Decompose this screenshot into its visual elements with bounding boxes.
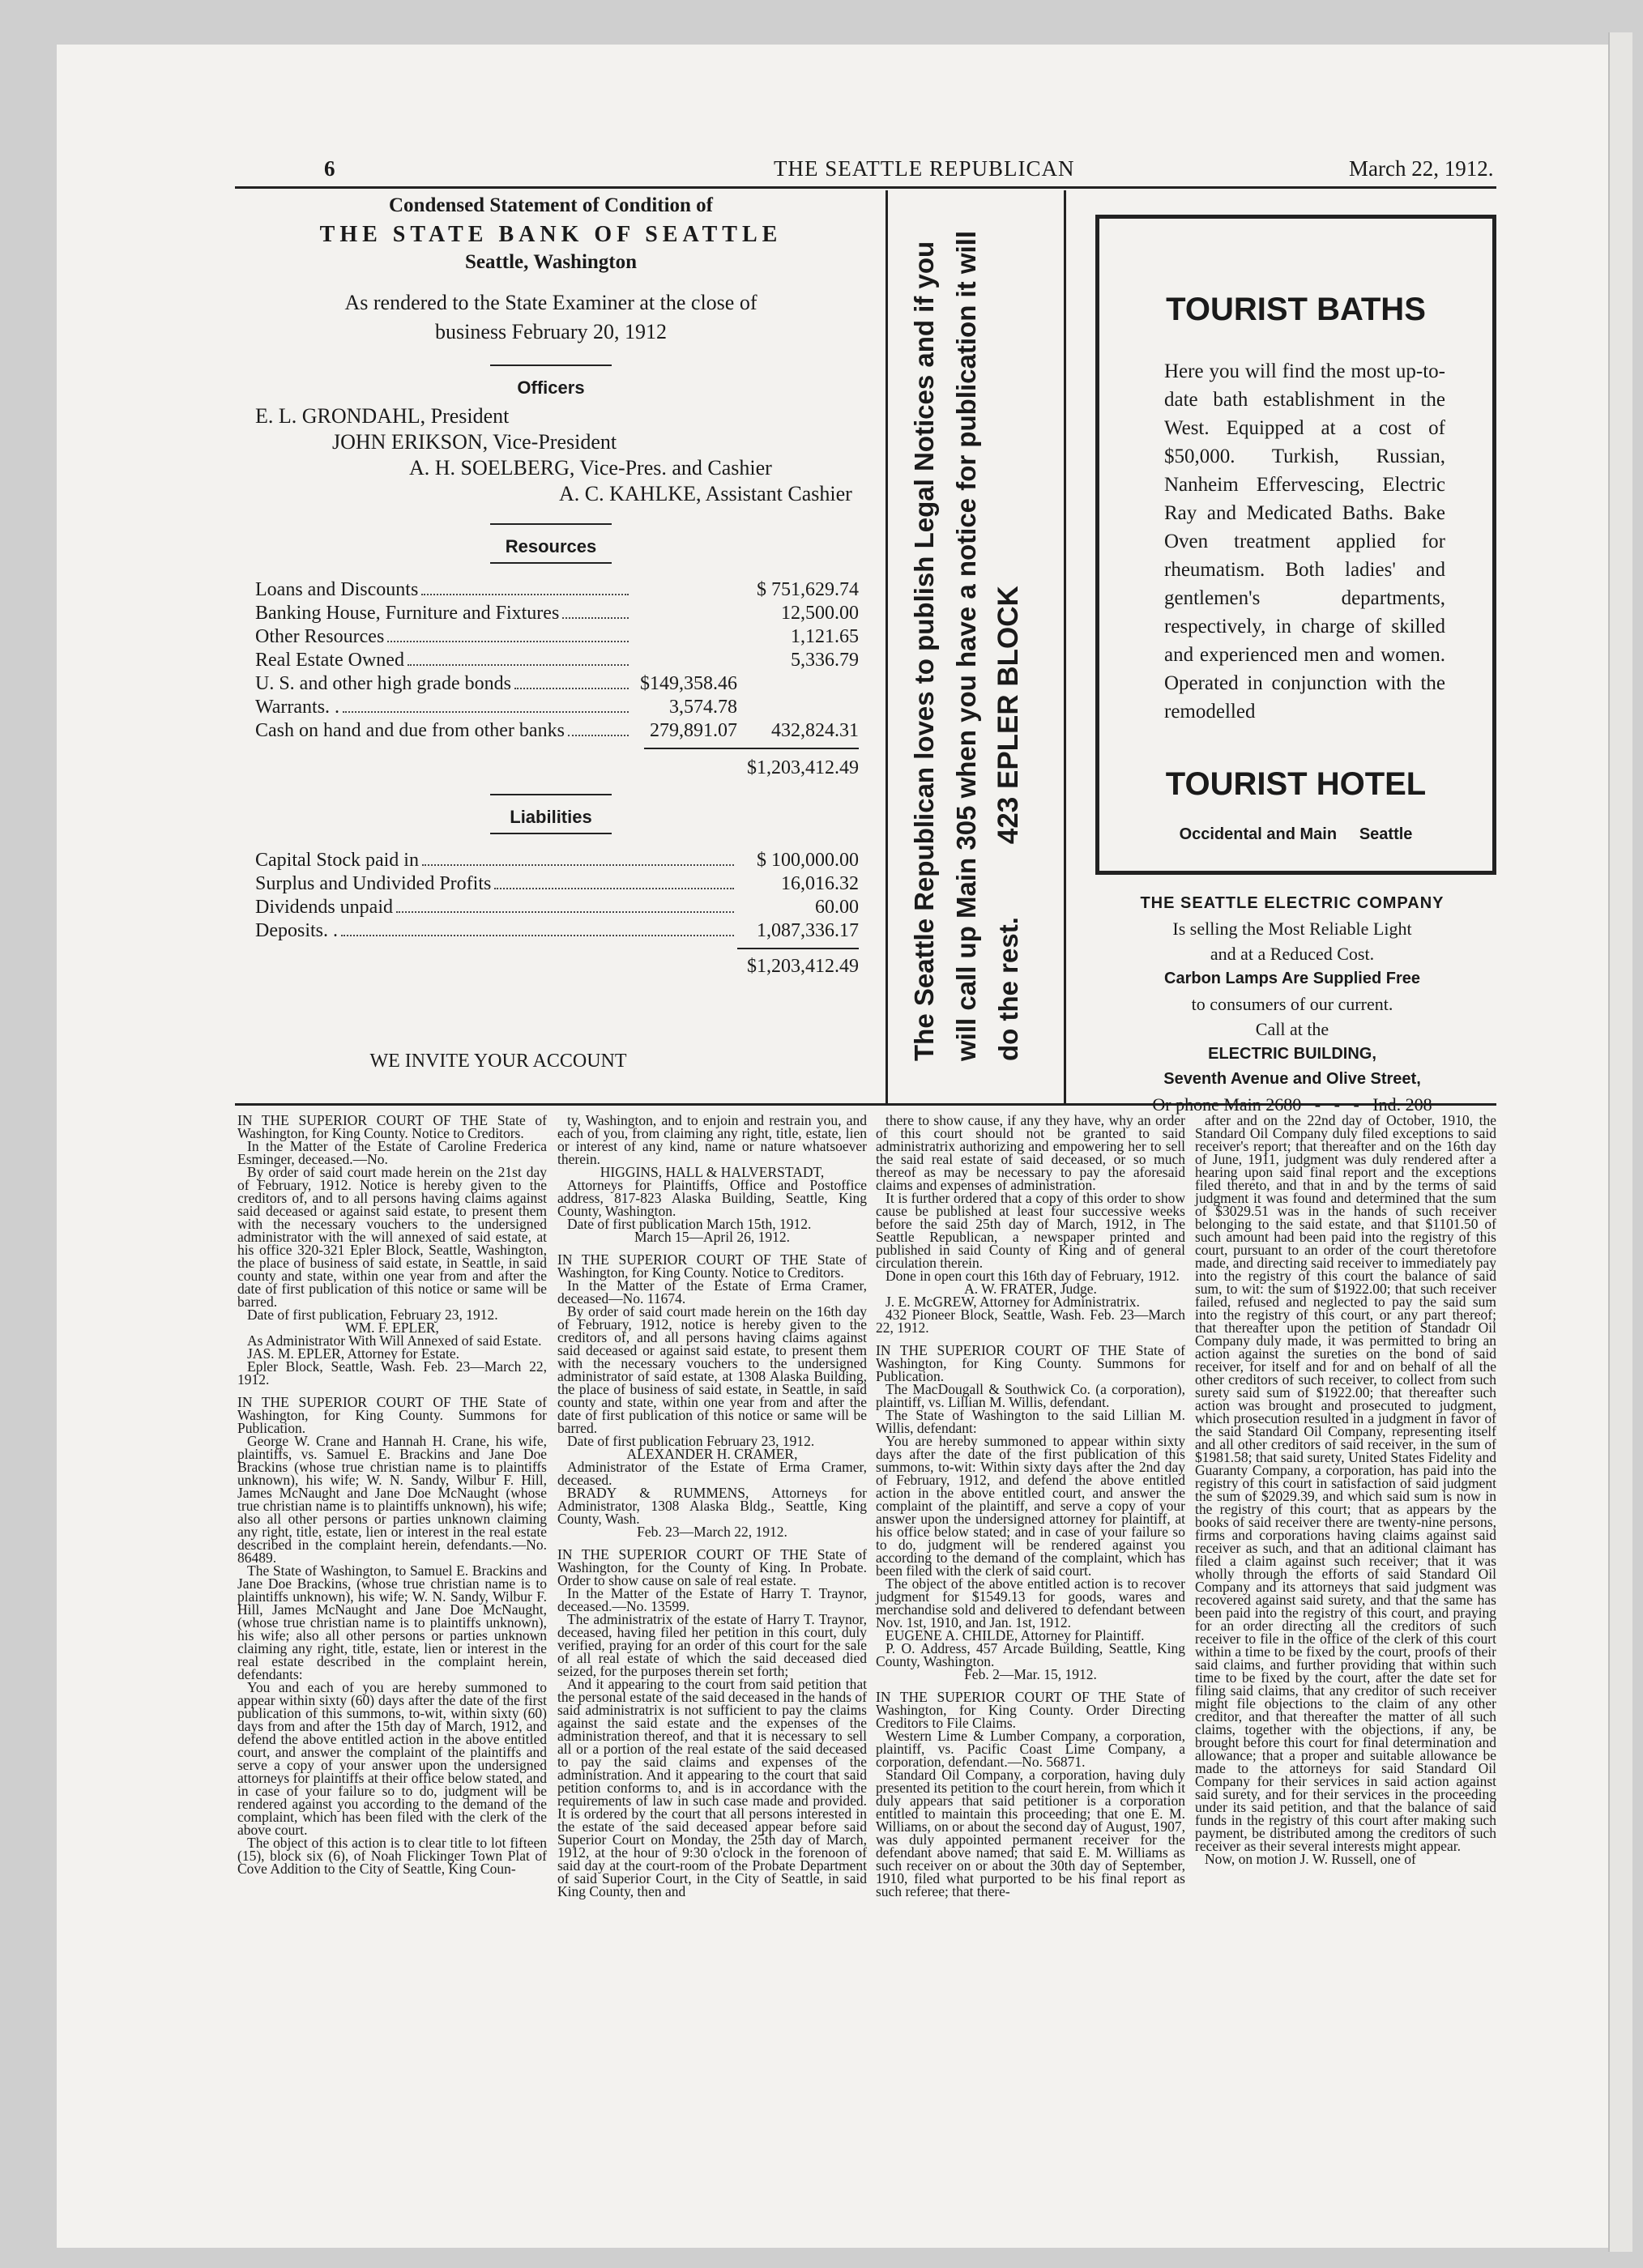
ad-line-1: The Seattle Republican loves to publish Legal Notices and if you bbox=[909, 241, 939, 1061]
legal-paragraph: Standard Oil Company, a corporation, having duly presented its petition to the court herein, from which it duly appears that said petitioner is a corporation entitled to maintain this proceeding; that one E. M. Williams, on or about the second day of August, 1907, was duly appointed permanent receiver for the defendant above named; that said E. M. Williams as such receiver on or about the 30th day of September, 1910, filed what purported to be his final report as such referee; that there- bbox=[876, 1767, 1185, 1899]
legal-paragraph: IN THE SUPERIOR COURT OF THE State of Washington, for King County. Notice to Creditors. bbox=[557, 1251, 867, 1281]
legal-paragraph: ALEXANDER H. CRAMER, bbox=[626, 1446, 798, 1462]
electric-company-name: THE SEATTLE ELECTRIC COMPANY bbox=[1140, 894, 1445, 912]
invite-text: WE INVITE YOUR ACCOUNT bbox=[369, 1051, 627, 1072]
legal-paragraph: The MacDougall & Southwick Co. (a corporation), plaintiff, vs. Lillian M. Willis, defendant. bbox=[876, 1381, 1185, 1410]
legal-paragraph: March 15—April 26, 1912. bbox=[634, 1229, 790, 1245]
legal-paragraph: The object of the above entitled action is to recover judgment for $1549.13 for goods, wares and merchandise sold and delivered to defendant between Nov. 1st, 1910, and Jan. 1st, 1912. bbox=[876, 1575, 1185, 1631]
statement-row bbox=[255, 849, 859, 872]
statement-row bbox=[255, 578, 859, 602]
legal-paragraph: HIGGINS, HALL & HALVERSTADT, bbox=[600, 1164, 825, 1180]
legal-paragraph: Date of first publication, February 23, 1912. bbox=[247, 1307, 498, 1323]
statement-row bbox=[255, 872, 859, 896]
leader-dots bbox=[341, 935, 734, 936]
legal-paragraph: Done in open court this 16th day of February, 1912. bbox=[886, 1268, 1180, 1284]
row-subvalue: 279,891.07 bbox=[650, 720, 737, 741]
row-label: Capital Stock paid in bbox=[255, 850, 419, 871]
row-value: 5,336.79 bbox=[791, 650, 859, 671]
liabilities-title: Liabilities bbox=[510, 807, 592, 827]
row-value: 16,016.32 bbox=[781, 873, 859, 894]
legal-paragraph: EUGENE A. CHILDE, Attorney for Plaintiff. bbox=[886, 1627, 1145, 1643]
legal-paragraph: Feb. 2—Mar. 15, 1912. bbox=[964, 1666, 1097, 1682]
resources-title: Resources bbox=[505, 536, 597, 556]
legal-paragraph: ty, Washington, and to enjoin and restrain you, and each of you, from claiming any right, title, estate, lien or interest of any kind, name or nature whatsoever therein. bbox=[557, 1112, 867, 1167]
legal-paragraph: IN THE SUPERIOR COURT OF THE State of Washington, for King County. Summons for Publication. bbox=[237, 1394, 547, 1436]
legal-column-2 bbox=[557, 1114, 867, 1898]
officer: A. H. SOELBERG, Vice-Pres. and Cashier bbox=[409, 456, 772, 480]
row-label: Dividends unpaid bbox=[255, 897, 393, 918]
electric-company-ad: THE SEATTLE ELECTRIC COMPANY Is selling the Most Reliable Light and at a Reduced Cost. Carbon Lamps Are Supplied Free to consumers of our current. Call at the ELECTRIC BUILDING, Seventh Avenue and Olive Street, Or phone Main 2680 - - - Ind. 208 bbox=[1078, 891, 1507, 1117]
legal-paragraph: And it appearing to the court from said petition that the personal estate of the said deceased in the hands of said administratrix is not sufficient to pay the claims against the said estate and the expenses of the administration thereof, and that it is necessary to sell all or a portion of the real estate of the said deceased to pay the said claims and expenses of the administration. And it appearing to the court that said petition conforms to, and is in accordance with the requirements of law in such case made and provided. It is ordered by the court that all persons interested in the estate of the said deceased appear before said Superior Court on Monday, the 25th day of March, 1912, at the hour of 9:30 o'clock in the forenoon of said day at the court-room of the Probate Department of said Superior Court, in the City of Seattle, in said King County, then and bbox=[557, 1676, 867, 1899]
leader-dots bbox=[387, 641, 629, 642]
legal-paragraph: IN THE SUPERIOR COURT OF THE State of Washington, for King County. Order Directing Creditors to File Claims. bbox=[876, 1689, 1185, 1731]
hotel-title: TOURIST HOTEL bbox=[1165, 766, 1427, 802]
legal-column-4 bbox=[1195, 1114, 1496, 1865]
legal-paragraph: IN THE SUPERIOR COURT OF THE State of Washington, for King County. Notice to Creditors. bbox=[237, 1112, 547, 1141]
officer: JOHN ERIKSON, Vice-President bbox=[332, 430, 617, 454]
ad-line-3: do the rest.423 EPLER BLOCK bbox=[992, 586, 1024, 1061]
leader-dots bbox=[396, 911, 734, 913]
row-label: Real Estate Owned bbox=[255, 650, 404, 671]
newspaper-title: THE SEATTLE REPUBLICAN bbox=[774, 156, 1075, 181]
legal-paragraph: Date of first publication February 23, 1912. bbox=[567, 1433, 815, 1449]
divider bbox=[490, 364, 612, 366]
legal-column-3 bbox=[876, 1114, 1185, 1898]
row-value: 1,087,336.17 bbox=[757, 920, 859, 941]
leader-dots bbox=[343, 711, 629, 713]
legal-paragraph: In the Matter of the Estate of Harry T. Traynor, deceased.—No. 13599. bbox=[557, 1585, 867, 1614]
legal-paragraph: Feb. 23—March 22, 1912. bbox=[637, 1524, 787, 1540]
legal-paragraph: It is further ordered that a copy of this order to show cause be published at least four successive weeks before the said 25th day of March, 1912, in The Seattle Republican, a newspaper printed and published in said County of King and of general circulation therein. bbox=[876, 1190, 1185, 1271]
row-label: U. S. and other high grade bonds bbox=[255, 673, 511, 694]
baths-body: Here you will find the most up-to-date bath establishment in the West. Equipped at a cost of $50,000. Turkish, Russian, Nanheim Effervescing, Electric Ray and Medicated Baths. Bake Oven treatment applied for rheumatism. Both ladies' and gentlemen's departments, respectively, in charge of skilled and experienced men and women. Operated in conjunction with the remodelled bbox=[1164, 360, 1445, 723]
legal-paragraph: The administratrix of the estate of Harry T. Traynor, deceased, having filed her petition in this court, duly verified, praying for an order of this court for the sale of all real estate of which the said deceased died seized, for the purposes therein set forth; bbox=[557, 1611, 867, 1679]
statement-heading: Condensed Statement of Condition of bbox=[388, 194, 714, 216]
leader-dots bbox=[562, 617, 629, 619]
row-value: $ 751,629.74 bbox=[757, 579, 859, 600]
leader-dots bbox=[568, 735, 629, 736]
liabilities-table bbox=[219, 849, 859, 943]
officer: E. L. GRONDAHL, President bbox=[255, 404, 510, 428]
legal-paragraph: Now, on motion J. W. Russell, one of bbox=[1205, 1851, 1416, 1867]
row-label: Deposits. . bbox=[255, 920, 338, 941]
bank-city: Seattle, Washington bbox=[464, 251, 638, 273]
row-value: 60.00 bbox=[815, 897, 859, 918]
page-number: 6 bbox=[324, 156, 335, 181]
tourist-baths-ad bbox=[1095, 215, 1496, 875]
legal-paragraph: In the Matter of the Estate of Erma Cramer, deceased—No. 11674. bbox=[557, 1277, 867, 1307]
page-edge bbox=[1608, 32, 1632, 2252]
statement-row bbox=[255, 896, 859, 919]
officers-list bbox=[219, 403, 883, 507]
issue-date: March 22, 1912. bbox=[1349, 156, 1494, 181]
legal-paragraph: Administrator of the Estate of Erma Cramer, deceased. bbox=[557, 1459, 867, 1488]
row-value: 1,121.65 bbox=[791, 626, 859, 647]
legal-paragraph: WM. F. EPLER, bbox=[345, 1319, 439, 1336]
row-value: 12,500.00 bbox=[781, 603, 859, 624]
statement-row bbox=[255, 672, 859, 696]
legal-paragraph: As Administrator With Will Annexed of said Estate. bbox=[247, 1332, 542, 1349]
legal-paragraph: Western Lime & Lumber Company, a corporation, plaintiff, vs. Pacific Coast Lime Company, a corporation, defendant.—No. 56871. bbox=[876, 1728, 1185, 1770]
row-label: Banking House, Furniture and Fixtures bbox=[255, 603, 560, 624]
officer: A. C. KAHLKE, Assistant Cashier bbox=[559, 482, 852, 505]
resources-total: $1,203,412.49 bbox=[747, 757, 859, 778]
hotel-address: Occidental and Main Seattle bbox=[1179, 825, 1413, 843]
divider bbox=[490, 833, 612, 834]
legal-paragraph: You and each of you are hereby summoned to appear within sixty (60) days after the date of the first publication of this summons, to-wit, within sixty (60) days from and after the 15th day of March, 1912, and defend the above entitled action in the above entitled court, and answer the complaint of the plaintiffs and serve a copy of your answer upon the undersigned attorneys for plaintiffs at their office below stated, and in case of your failure so to do, judgment will be rendered against you according to the demand of the complaint, which has been filed with the clerk of the above court. bbox=[237, 1679, 547, 1838]
legal-paragraph: The State of Washington, to Samuel E. Brackins and Jane Doe Brackins, (whose true christian name is to plaintiffs unknown), his wife; W. N. Sandy, Wilbur F. Hill, James McNaught and Jane Doe McNaught, (whose true christian name is to plaintiffs unknown), his wife; also all other persons or parties unknown claiming any right, title, estate, lien or interest in the real estate described in the complaint herein, defendants: bbox=[237, 1562, 547, 1682]
legal-paragraph: IN THE SUPERIOR COURT OF THE State of Washington, for King County. Summons for Publication. bbox=[876, 1342, 1185, 1384]
column-rule-2 bbox=[1064, 190, 1066, 1103]
legal-paragraph: P. O. Address, 457 Arcade Building, Seattle, King County, Washington. bbox=[876, 1640, 1185, 1669]
legal-paragraph: after and on the 22nd day of October, 1910, the Standard Oil Company duly filed exceptions to said receiver's report; that thereafter and on the 16th day of June, 1911, judgment was duly rendered after a hearing upon said final report and the exceptions filed thereto, and that in and by the terms of said judgment it was found and determined that the sum of $3029.51 was in the hands of such receiver belonging to the said estate, and that $1101.50 of such amount had been paid into the registry of this court, pursuant to an order of the court theretofore made, and directing said receiver to immediately pay into the registry of this court the balance of said sum, to wit: the sum of $1922.00; that such receiver failed, refused and neglected to pay the said sum into the registry of this court, or any part thereof; that thereafter upon the petition of Standadr Oil Company duly made, it was permitted to bring an action against the sureties on the bond of said receiver, for itself and for and on behalf of all the other creditors of such receiver, to collect from such surety said sum of $1922.00; that thereafter such action was brought and prosecuted to judgment, which prosecution resulted in a judgment in favor of the said Standard Oil Company, representing itself and all other creditors of said receiver, in the sum of $1981.58; that said surety, United States Fidelity and Guaranty Company, a corporation, has paid into the registry of this court in satisfaction of said judgment the sum of $2029.39, and which said sum is now in the registry of this court; that as appears by the books of said receiver there are twenty-nine persons, firms and corporations having claims against said receiver as such, and that an aditional claimant has filed a claim against such receiver; that it was wholly through the efforts of said Standard Oil Company and its attorneys that said judgment was recovered against said surety, and that the same has been paid into the registry of this court, and praying for an order directing all the creditors of such receiver to file in the office of the clerk of this court within a time to be fixed by the court, proofs of their said claims, and further providing that within such time to be fixed by the court, after the date set for filing said claims, that any creditor of such receiver might file objections to the claim of any other creditor, and that thereafter the matter of all such claims, together with the objections, if any, be brought before this court for final determination and allowance; that a proper and suitable allowance be made to the attorneys for said Standard Oil Company for their services in said action against said surety, and for their services in the proceeding under its said petition, and that the balance of said funds in the registry of this court after making such payment, be distributed among the creditors of such receiver as their several interests might appear. bbox=[1195, 1112, 1496, 1854]
legal-paragraph: Date of first publication March 15th, 1912. bbox=[567, 1216, 812, 1232]
officers-title: Officers bbox=[517, 377, 585, 398]
bank-name: THE STATE BANK OF SEATTLE bbox=[319, 222, 783, 247]
row-label: Loans and Discounts bbox=[255, 579, 419, 600]
legal-notice-ad bbox=[903, 202, 1024, 1061]
rendered-note: As rendered to the State Examiner at the close of business February 20, 1912 bbox=[344, 291, 757, 343]
leader-dots bbox=[421, 594, 629, 595]
legal-paragraph: Epler Block, Seattle, Wash. Feb. 23—March 22, 1912. bbox=[237, 1358, 547, 1388]
divider bbox=[490, 794, 612, 795]
bank-statement bbox=[219, 194, 883, 1072]
divider bbox=[490, 523, 612, 525]
liabilities-total: $1,203,412.49 bbox=[747, 956, 859, 977]
legal-column-1 bbox=[237, 1114, 547, 1875]
row-label: Surplus and Undivided Profits bbox=[255, 873, 492, 894]
leader-dots bbox=[514, 688, 629, 689]
divider bbox=[490, 562, 612, 564]
legal-paragraph: You are hereby summoned to appear within sixty days after the date of the first publication of this summons, to-wit: Within sixty days after the 2nd day of February, 1912, and defend the above entitled action in the above entitled court, and answer the complaint of the plaintiff, and serve a copy of your answer upon the undersigned attorney for plaintiff, at his office below stated; and in case of your failure so to do, judgment will be rendered against you according to the demand of the complaint, which has been filed with the clerk of said court. bbox=[876, 1433, 1185, 1579]
legal-paragraph: George W. Crane and Hannah H. Crane, his wife, plaintiffs, vs. Samuel E. Brackins and Jane Doe Brackins (whose true christian name is to plaintiffs unknown), his wife; W. N. Sandy, Wilbur F. Hill, James McNaught and Jane Doe McNaught (whose true christian name is to plaintiffs unknown), his wife; also all other persons or parties unknown claiming any right, title, estate, lien or interest in the real estate described in the complaint herein, defendants.—No. 86489. bbox=[237, 1433, 547, 1566]
ad-line-2: will call up Main 305 when you have a notice for publication it will bbox=[951, 230, 981, 1061]
statement-row bbox=[255, 602, 859, 625]
legal-paragraph: Attorneys for Plaintiffs, Office and Postoffice address, 817-823 Alaska Building, Seattle, King County, Washington. bbox=[557, 1177, 867, 1219]
legal-paragraph: BRADY & RUMMENS, Attorneys for Administrator, 1308 Alaska Bldg., Seattle, King County, Wash. bbox=[557, 1485, 867, 1527]
statement-row bbox=[255, 625, 859, 649]
statement-row bbox=[255, 719, 859, 743]
column-rule-1 bbox=[886, 190, 888, 1103]
row-label: Other Resources bbox=[255, 626, 385, 647]
resources-table bbox=[219, 578, 859, 743]
leader-dots bbox=[422, 864, 734, 866]
legal-paragraph: The object of this action is to clear title to lot fifteen (15), block six (6), of Noah Flickinger Town Plat of Cove Addition to the City of Seattle, King Coun- bbox=[237, 1835, 547, 1877]
row-value: 432,824.31 bbox=[771, 720, 859, 741]
row-subvalue: $149,358.46 bbox=[640, 673, 737, 694]
statement-row bbox=[255, 696, 859, 719]
legal-paragraph: In the Matter of the Estate of Caroline Frederica Esminger, deceased.—No. bbox=[237, 1138, 547, 1167]
statement-row bbox=[255, 649, 859, 672]
legal-paragraph: there to show cause, if any they have, why an order of this court should not be granted to said administratrix authorizing and empowering her to sell the said real estate of said deceased, or so much thereof as may be necessary to pay the aforesaid claims and expenses of administration. bbox=[876, 1112, 1185, 1193]
row-value: $ 100,000.00 bbox=[757, 850, 859, 871]
legal-paragraph: The State of Washington to the said Lillian M. Willis, defendant: bbox=[876, 1407, 1185, 1436]
legal-paragraph: JAS. M. EPLER, Attorney for Estate. bbox=[247, 1345, 459, 1362]
statement-row bbox=[255, 919, 859, 943]
legal-paragraph: A. W. FRATER, Judge. bbox=[964, 1281, 1097, 1297]
legal-paragraph: J. E. McGREW, Attorney for Administratrix. bbox=[886, 1294, 1140, 1310]
legal-paragraph: 432 Pioneer Block, Seattle, Wash. Feb. 23—March 22, 1912. bbox=[876, 1307, 1185, 1336]
row-label: Cash on hand and due from other banks bbox=[255, 720, 565, 741]
leader-dots bbox=[494, 888, 734, 889]
row-subvalue: 3,574.78 bbox=[669, 697, 737, 718]
header-rule bbox=[235, 186, 1496, 189]
baths-title: TOURIST BATHS bbox=[1166, 292, 1426, 327]
legal-paragraph: By order of said court made herein on the 21st day of February, 1912. Notice is hereby given to the creditors of, and to all persons having claims against said deceased or against said estate, to present them with the necessary vouchers to the undersigned administrator with the will annexed of said estate, at his office 320-321 Epler Block, Seattle, Washington, the place of business of said estate, in Seattle, in said county and state, within one year from and after the date of first publication of this notice or same will be barred. bbox=[237, 1164, 547, 1310]
legal-paragraph: IN THE SUPERIOR COURT OF THE State of Washington, for the County of King. In Probate. Order to show cause on sale of real estate. bbox=[557, 1546, 867, 1588]
row-label: Warrants. . bbox=[255, 697, 340, 718]
leader-dots bbox=[408, 664, 629, 666]
legal-paragraph: By order of said court made herein on the 16th day of February, 1912, notice is hereby given to the creditors of, and all persons having claims against said deceased or against said estate, to present them with the necessary vouchers to the undersigned administrator of said estate, at 1308 Alaska Building, the place of business of said estate, in Seattle, in said county and state, within one year from and after the date of first publication of this notice or same will be barred. bbox=[557, 1303, 867, 1436]
